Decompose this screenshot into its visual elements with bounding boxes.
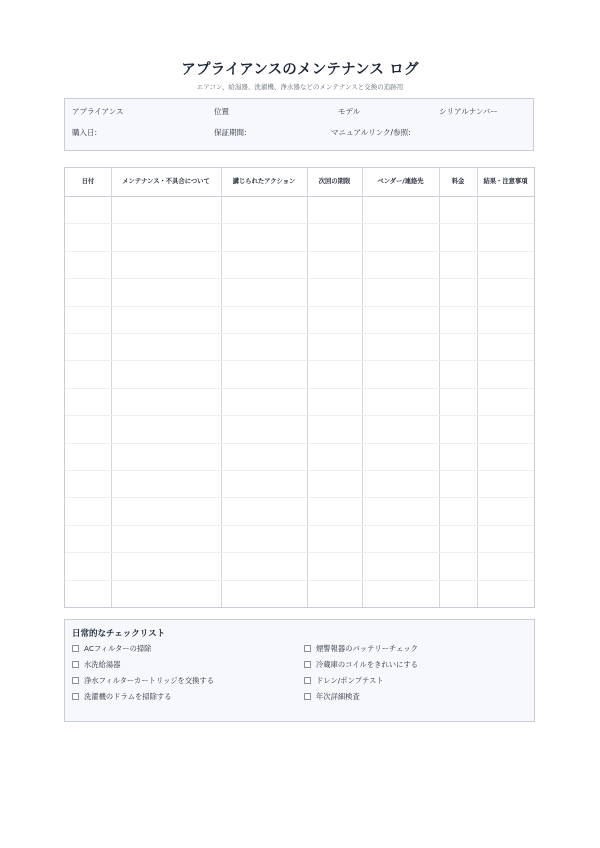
checklist-item-label: 洗濯機のドラムを掃除する xyxy=(84,692,172,701)
page-subtitle: エアコン、給湯器、洗濯機、浄水器などのメンテナンスと交換の追跡用 xyxy=(196,83,404,91)
info-row xyxy=(65,127,533,141)
checkbox[interactable] xyxy=(304,677,311,684)
model-field[interactable]: モデル xyxy=(338,107,361,116)
checkbox[interactable] xyxy=(72,661,79,668)
appliance-field[interactable]: アプライアンス xyxy=(72,107,124,116)
column-header-date: 日付 xyxy=(81,178,95,185)
table-row-divider xyxy=(65,497,534,498)
table-row-divider xyxy=(65,278,534,279)
table-row-divider xyxy=(65,251,534,252)
table-row-divider xyxy=(65,415,534,416)
column-header-action: 講じられたアクション xyxy=(232,178,296,185)
column-header-issue: メンテナンス・不具合について xyxy=(122,178,210,185)
purchase-date-field[interactable]: 購入日: xyxy=(72,128,98,137)
checklist-item-label: 煙警報器のバッテリーチェック xyxy=(316,644,418,653)
warranty-period-field[interactable]: 保証期間: xyxy=(214,128,247,137)
column-header-due: 次回の期限 xyxy=(318,178,351,185)
table-header xyxy=(65,168,534,197)
serial-number-field[interactable]: シリアルナンバー xyxy=(439,107,498,116)
manual-link-field[interactable]: マニュアルリンク/参照: xyxy=(331,128,411,137)
table-row-divider xyxy=(65,306,534,307)
appliance-info-box xyxy=(64,98,534,151)
location-field[interactable]: 位置 xyxy=(214,107,229,116)
table-row-divider xyxy=(65,443,534,444)
checklist-title: 日常的なチェックリスト xyxy=(72,629,166,639)
checkbox[interactable] xyxy=(72,645,79,652)
table-row-divider xyxy=(65,552,534,553)
checklist-item-label: ACフィルターの掃除 xyxy=(84,644,152,653)
checkbox[interactable] xyxy=(304,661,311,668)
table-row-divider xyxy=(65,580,534,581)
table-row-divider xyxy=(65,525,534,526)
maintenance-log-table xyxy=(64,167,535,608)
checkbox[interactable] xyxy=(72,693,79,700)
checklist-item-label: 水洗給湯器 xyxy=(84,660,121,669)
column-header-cost: 料金 xyxy=(451,178,465,185)
table-row-divider xyxy=(65,333,534,334)
checkbox[interactable] xyxy=(304,693,311,700)
info-row xyxy=(65,106,533,120)
table-row-divider xyxy=(65,388,534,389)
routine-checklist xyxy=(64,619,535,722)
table-row-divider xyxy=(65,223,534,224)
column-header-notes: 結果・注意事項 xyxy=(483,178,528,185)
table-row-divider xyxy=(65,360,534,361)
checklist-item-label: 年次詳細検査 xyxy=(316,692,360,701)
checklist-item-label: ドレン/ポンプテスト xyxy=(316,676,384,685)
checkbox[interactable] xyxy=(304,645,311,652)
page-title: アプライアンスのメンテナンス ログ xyxy=(181,62,419,78)
checklist-item-label: 冷蔵庫のコイルをきれいにする xyxy=(316,660,418,669)
checkbox[interactable] xyxy=(72,677,79,684)
checklist-item-label: 浄水フィルターカートリッジを交換する xyxy=(84,676,215,685)
column-header-vendor: ベンダー/連絡先 xyxy=(377,178,424,185)
table-row-divider xyxy=(65,470,534,471)
